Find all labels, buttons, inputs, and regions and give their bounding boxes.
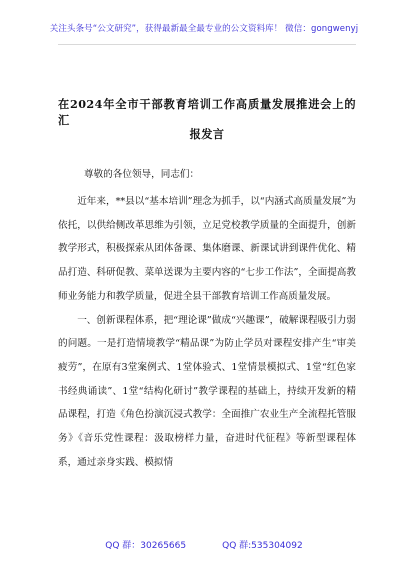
body-text <box>58 190 356 474</box>
footer-qq-group-1: QQ 群：30265665 <box>105 541 187 551</box>
document-title-line-1: 在2024年全市干部教育培训工作高质量发展推进会上的汇 <box>58 97 356 127</box>
footer-contact <box>0 538 408 551</box>
document-title-line-2: 报发言 <box>189 127 225 141</box>
salutation: 尊敬的各位领导，同志们： <box>84 169 200 180</box>
header-divider <box>58 44 356 45</box>
body-paragraph-2: 一、创新课程体系，把“理论课”做成“兴趣课”，破解课程吸引力弱的问题。一是打造情境教学“精品课”为防止学员对课程安排产生“审美疲劳”，在原有3堂案例式、1堂体验式、1堂情景模拟式、1堂“红色家书经典诵读”、1堂“结构化研讨”教学课程的基础上，持续开发新的精品课程，打造《角色扮演沉浸式教学：全面推广农业生产全流程托管服务》《音乐党性课程：汲取榜样力量，奋进时代征程》等新型课程体系，通过亲身实践、模拟情 <box>58 314 356 468</box>
body-paragraph-1: 近年来，**县以“基本培训”理念为抓手，以“内涵式高质量发展”为依托，以供给侧改革思维为引领，立足党校教学质量的全面提升，创新教学形式，积极探索从团体备课、集体磨课、新课试讲到课件优化、精品打造、科研促教、菜单送课为主要内容的“七步工作法”，全面提高教师业务能力和教学质量，促进全县干部教育培训工作高质量发展。 <box>58 196 356 302</box>
footer-qq-group-2: QQ 群:535304092 <box>222 541 303 551</box>
header-banner: 关注头条号“公文研究”，获得最新最全最专业的公文资料库！ 微信：gongwenyj <box>49 24 359 34</box>
